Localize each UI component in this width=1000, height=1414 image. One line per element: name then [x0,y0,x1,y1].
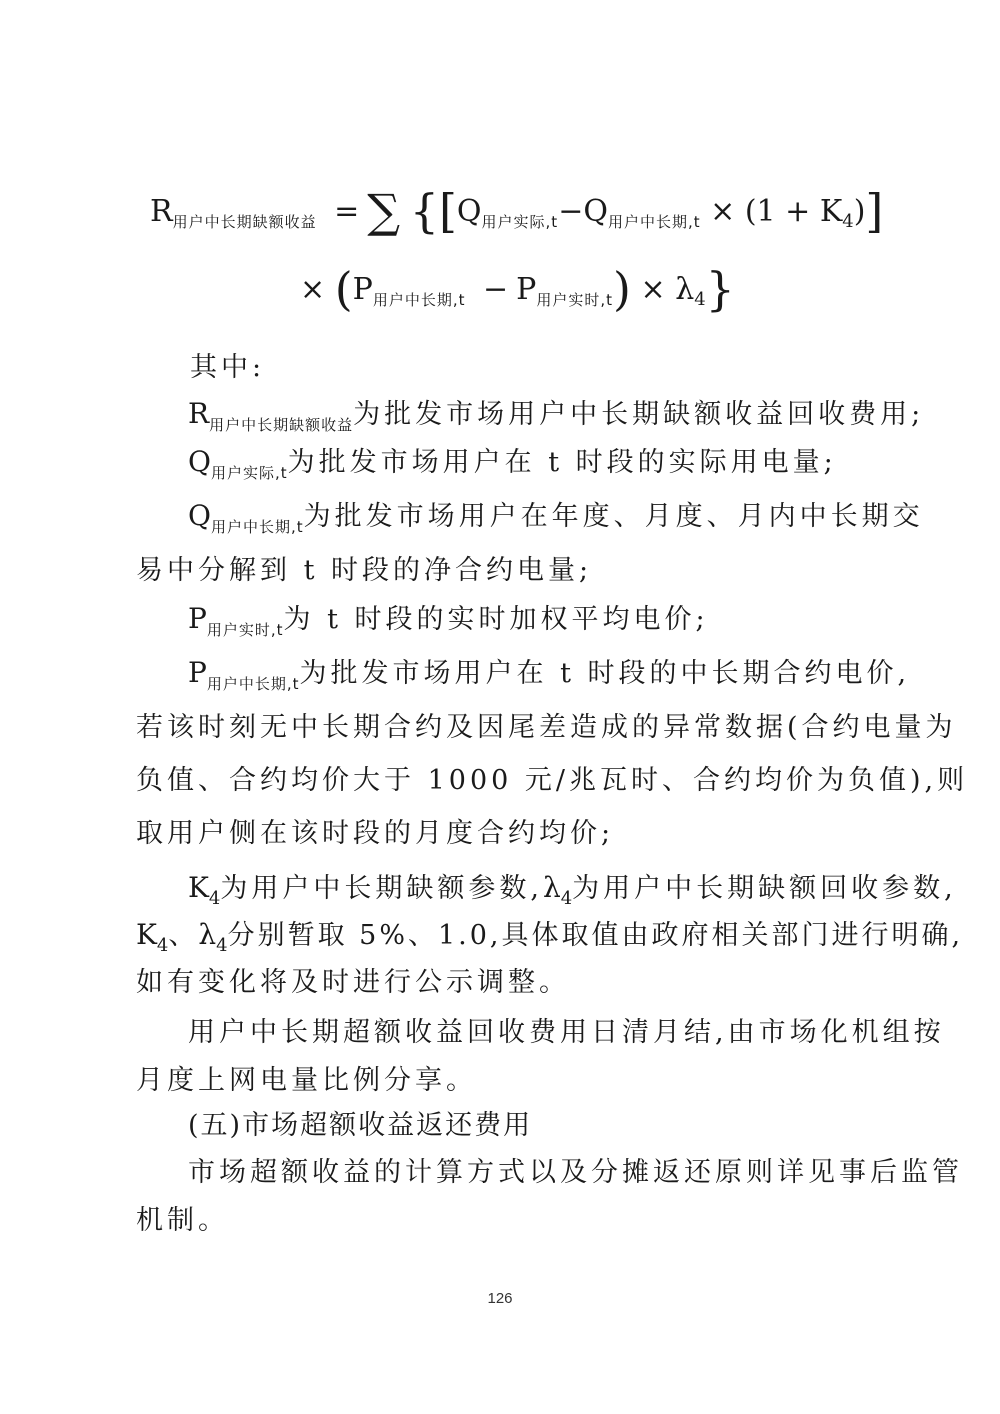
lambda-def-text: 为用户中长期缺额回收参数, [572,873,957,904]
def-q-mid-text-1: 为批发市场用户在年度、月度、月内中长期交 [303,501,924,532]
para-share-line-1: 用户中长期超额收益回收费用日清月结,由市场化机组按 [188,1017,945,1048]
brace-close: } [705,262,735,316]
lambda-symbol-2: λ [198,918,217,951]
page-number: 126 [487,1290,513,1307]
k-symbol: K [188,871,209,904]
k-symbol-2: K [136,918,157,951]
def-r-subscript: 用户中长期缺额收益 [209,416,354,434]
r-symbol: R [150,194,173,229]
q2-symbol: Q [583,194,608,229]
k-symbol-2-subscript: 4 [156,935,169,956]
minus-sign-2: − [483,272,509,307]
k-def-text: 为用户中长期缺额参数, [220,873,543,904]
def-p-mid-line-4: 取用户侧在该时段的月度合约均价; [136,818,615,849]
k-lambda-separator: 、 [168,920,199,951]
lambda-symbol: λ [542,871,561,904]
q1-subscript: 用户实际,t [481,213,559,231]
def-r [188,392,924,435]
def-q-actual-symbol: Q [188,445,211,478]
def-p-mid [188,651,910,694]
p2-subscript: 用户实时,t [536,291,614,309]
formula-line-2 [300,262,735,316]
def-p-mid-line-3: 负值、合约均价大于 1000 元/兆瓦时、合约均价为负值),则 [136,765,969,796]
def-k-lambda-line-1 [188,866,957,909]
def-q-actual [188,440,837,483]
def-p-rt-text: 为 t 时段的实时加权平均电价; [283,604,709,635]
r-subscript: 用户中长期缺额收益 [172,213,317,231]
paren-close-2: ) [613,262,631,316]
times-sign: × [300,272,326,307]
times-lambda: × λ [640,272,695,307]
def-p-mid-symbol: P [188,656,207,689]
bracket-open: [ [438,184,457,238]
equals-sign: = [334,194,360,229]
k-lambda-values-text: 分别暂取 5%、1.0,具体取值由政府相关部门进行明确, [227,920,964,951]
p2-symbol: P [516,272,537,307]
times-one-plus-k: × (1 + K [710,194,843,229]
def-q-mid-line-2: 易中分解到 t 时段的净合约电量; [136,555,593,586]
paren-open: ( [334,262,353,316]
p1-symbol: P [352,272,373,307]
para-share-line-2: 月度上网电量比例分享。 [136,1065,477,1096]
def-r-text: 为批发市场用户中长期缺额收益回收费用; [353,399,925,430]
lambda-symbol-2-subscript: 4 [216,935,228,956]
bracket-close: ] [865,184,884,238]
def-q-mid-subscript: 用户中长期,t [210,518,304,536]
k-subscript: 4 [842,211,854,232]
sum-sign: ∑ [367,184,401,238]
def-p-mid-subscript: 用户中长期,t [206,675,300,693]
lambda-symbol-subscript: 4 [560,888,573,909]
def-p-rt-symbol: P [188,602,207,635]
def-r-symbol: R [188,397,210,430]
section-heading: (五)市场超额收益返还费用 [188,1110,533,1141]
minus-sign: − [558,194,584,229]
def-q-actual-subscript: 用户实际,t [210,464,288,482]
q1-symbol: Q [456,194,482,229]
def-k-lambda-line-3: 如有变化将及时进行公示调整。 [136,967,570,998]
k-symbol-subscript: 4 [208,888,221,909]
brace-open: { [409,184,439,238]
def-p-mid-line-2: 若该时刻无中长期合约及因尾差造成的异常数据(合约电量为 [136,712,957,743]
formula-line-1 [150,184,884,238]
def-q-mid-symbol: Q [188,499,211,532]
para-return-line-2: 机制。 [136,1205,229,1236]
def-k-lambda-line-2 [136,913,963,956]
def-p-rt-subscript: 用户实时,t [206,621,284,639]
para-return-line-1: 市场超额收益的计算方式以及分摊返还原则详见事后监管 [188,1157,963,1188]
q2-subscript: 用户中长期,t [607,213,701,231]
def-p-rt [188,597,709,640]
def-q-mid [188,494,924,537]
where-label: 其中: [190,352,266,383]
def-p-mid-text-1: 为批发市场用户在 t 时段的中长期合约电价, [299,658,911,689]
lambda-subscript: 4 [694,289,706,310]
paren-close: ) [853,194,866,229]
p1-subscript: 用户中长期,t [372,291,466,309]
def-q-actual-text: 为批发市场用户在 t 时段的实际用电量; [287,447,837,478]
